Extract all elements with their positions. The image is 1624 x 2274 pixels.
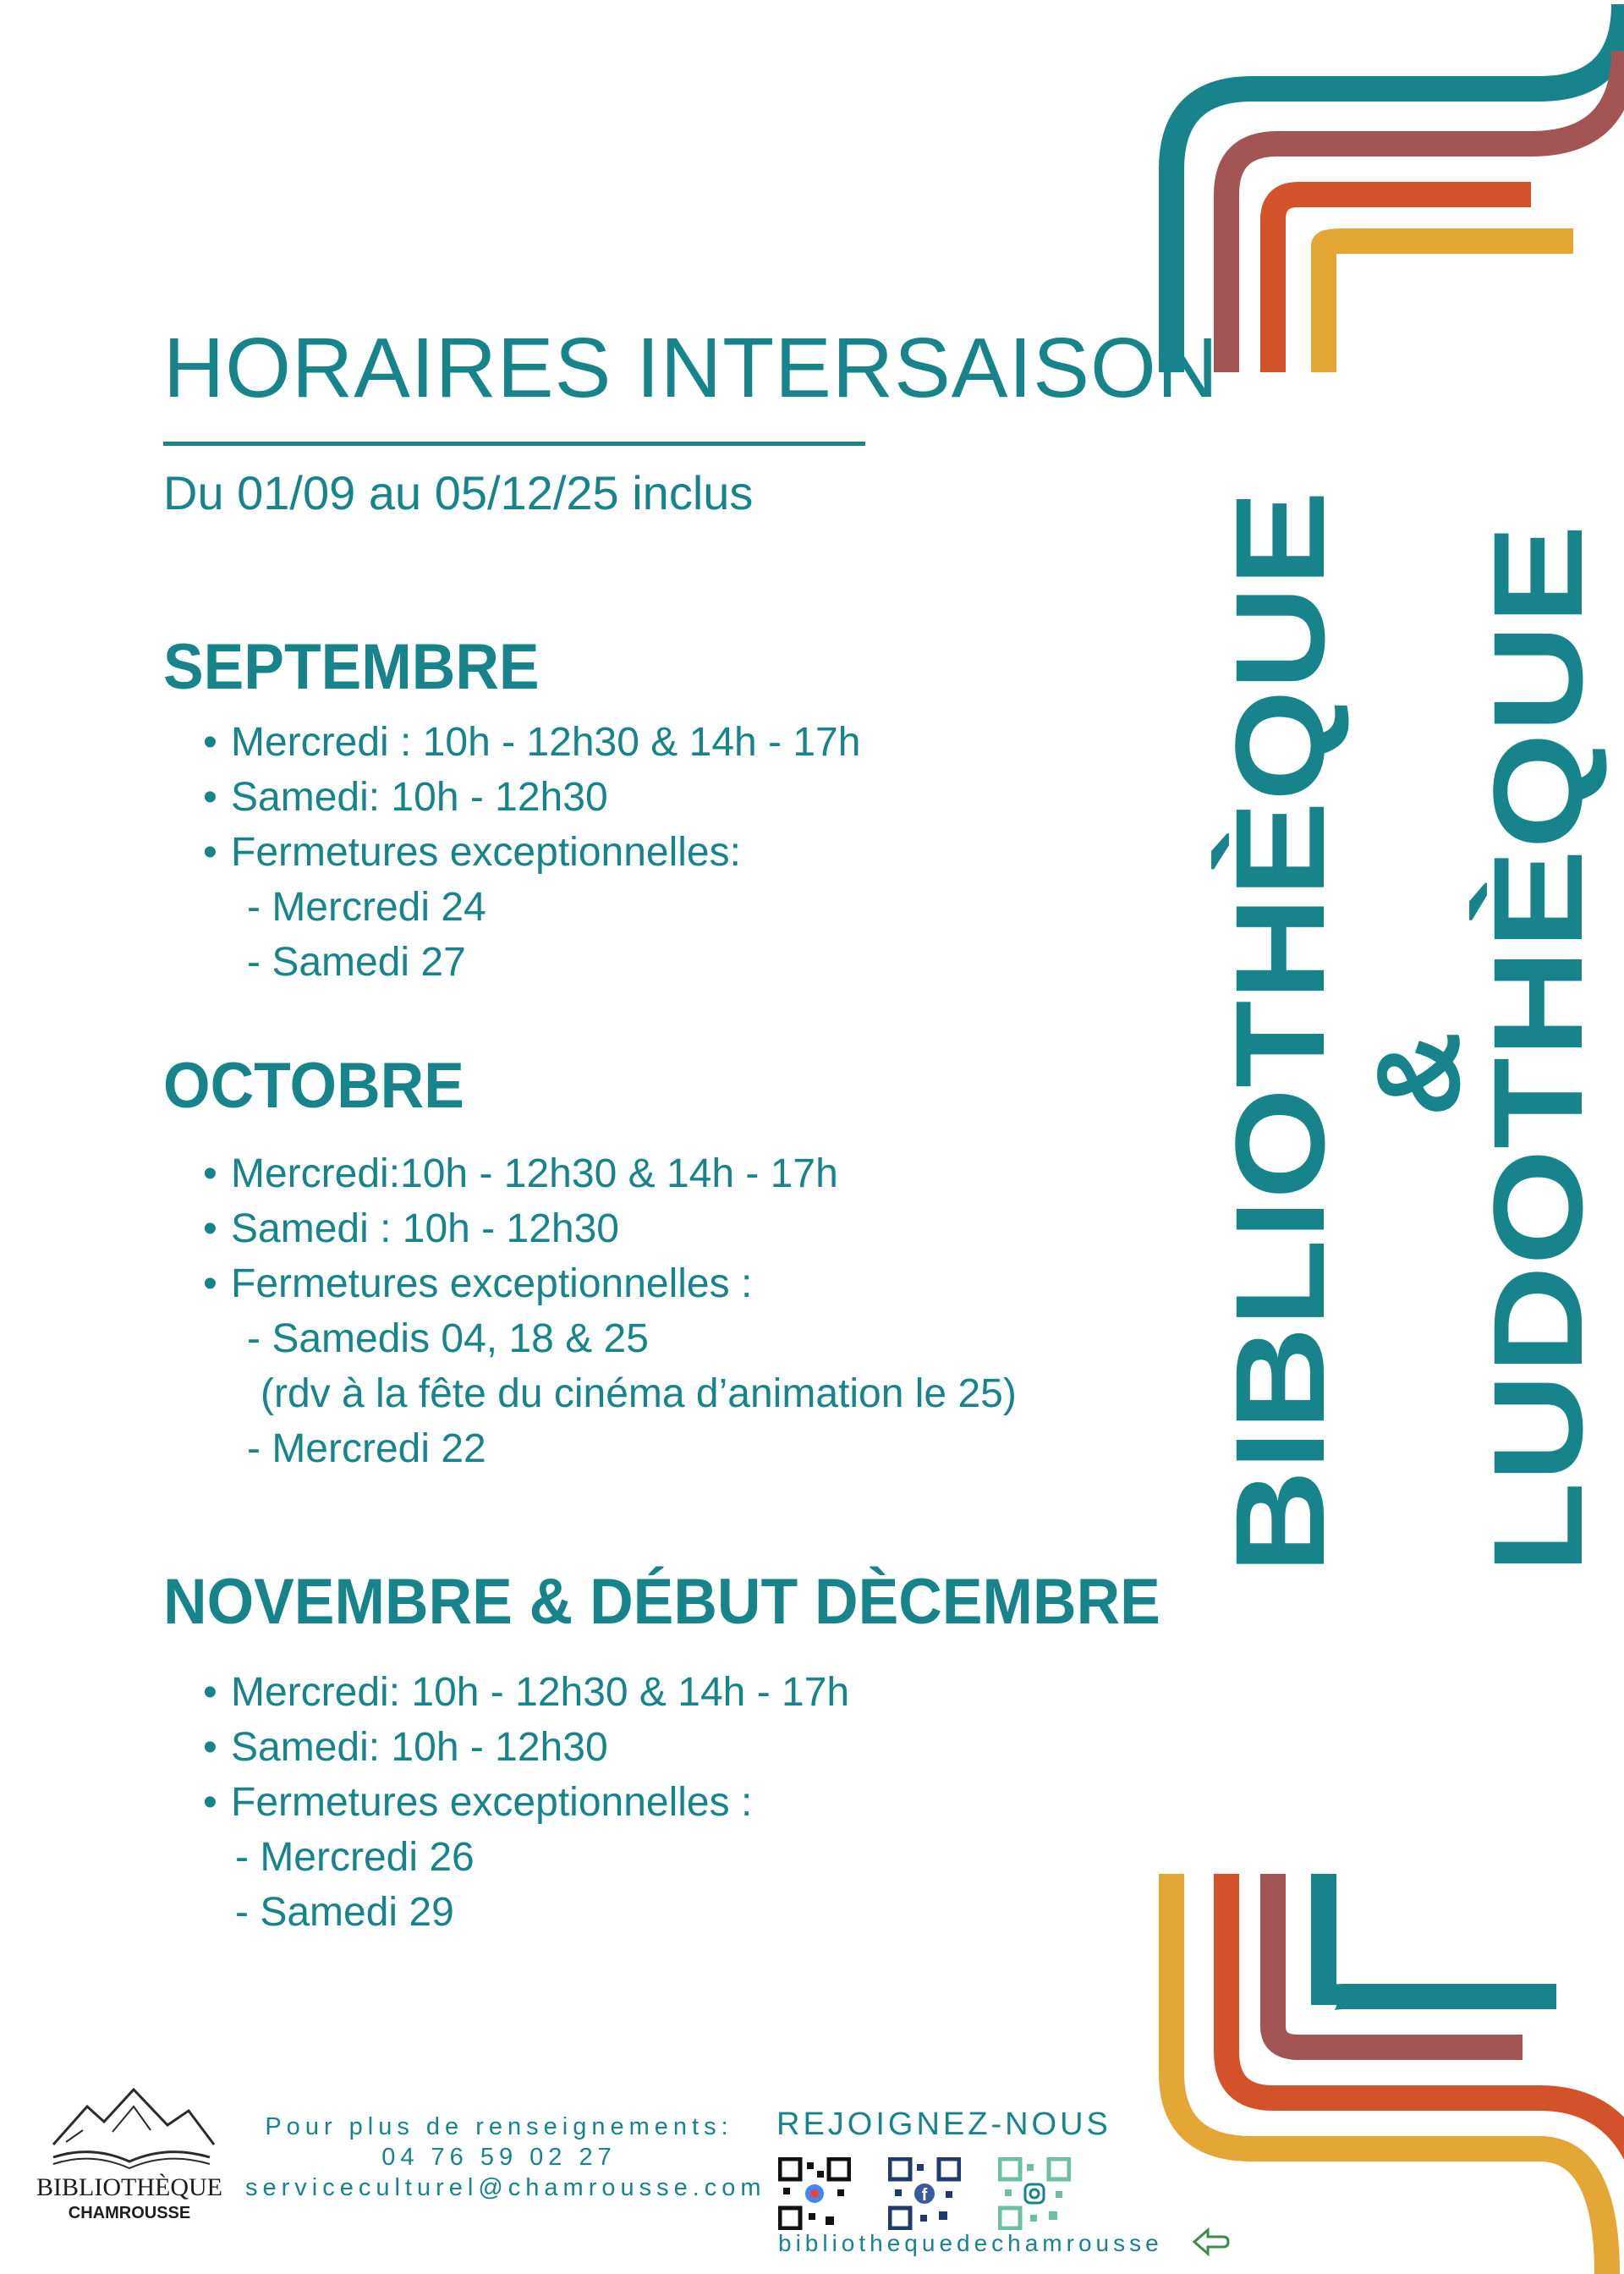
mountain-book-icon — [32, 2073, 227, 2242]
page-title: HORAIRES INTERSAISON — [163, 321, 1219, 415]
closure-item: - Mercredi 26 — [235, 1835, 475, 1880]
side-title-ludotheque: LUDOTHÈQUE — [1467, 685, 1609, 1574]
schedule-item: • Samedi : 10h - 12h30 — [203, 1201, 1017, 1256]
date-range: Du 01/09 au 05/12/25 inclus — [163, 466, 754, 519]
month-heading-september: SEPTEMBRE — [163, 631, 540, 703]
schedule-item: • Mercredi:10h - 12h30 & 14h - 17h — [203, 1146, 1017, 1201]
schedule-item: • Fermetures exceptionnelles: — [203, 825, 860, 880]
month-heading-november-december: NOVEMBRE & DÉBUT DÈCEMBRE — [163, 1566, 1160, 1638]
logo-text-chamrousse: CHAMROUSSE — [68, 2204, 191, 2222]
schedule-item: • Fermetures exceptionnelles : — [203, 1775, 849, 1830]
schedule-list-november-december — [203, 1665, 849, 1940]
schedule-item: • Fermetures exceptionnelles : — [203, 1256, 1017, 1311]
closure-note: (rdv à la fête du cinéma d’animation le 25) — [261, 1371, 1017, 1416]
closure-item: - Samedis 04, 18 & 25 — [247, 1316, 649, 1361]
side-title-bibliotheque: BIBLIOTHÈQUE — [1209, 614, 1351, 1574]
instagram-icon — [998, 2157, 1071, 2230]
phone-number[interactable]: 04 76 59 02 27 — [381, 2144, 617, 2171]
title-divider — [163, 442, 865, 446]
qr-code-facebook[interactable] — [888, 2157, 961, 2230]
month-heading-october: OCTOBRE — [163, 1050, 464, 1122]
info-label: Pour plus de renseignements: — [265, 2113, 733, 2140]
facebook-icon — [888, 2157, 961, 2230]
qr-code-google-maps[interactable] — [778, 2157, 851, 2230]
schedule-list-september — [203, 715, 860, 990]
schedule-item: • Mercredi : 10h - 12h30 & 14h - 17h — [203, 715, 860, 770]
cursor-hand-icon — [1191, 2222, 1230, 2260]
logo-text-bibliotheque: BIBLIOTHÈQUE — [36, 2173, 222, 2201]
closure-item: - Mercredi 24 — [247, 885, 486, 930]
schedule-item: • Mercredi: 10h - 12h30 & 14h - 17h — [203, 1665, 849, 1720]
schedule-item: • Samedi: 10h - 12h30 — [203, 770, 860, 825]
join-title: REJOIGNEZ-NOUS — [776, 2106, 1111, 2142]
schedule-item: • Samedi: 10h - 12h30 — [203, 1720, 849, 1775]
decorative-stripes-bottom — [1133, 1870, 1624, 2274]
contact-info — [245, 2112, 766, 2203]
schedule-list-october — [203, 1146, 1017, 1476]
side-title-ampersand: & — [1352, 1030, 1484, 1117]
closure-item: - Mercredi 22 — [247, 1426, 486, 1471]
closure-item: - Samedi 29 — [235, 1890, 454, 1935]
google-maps-icon — [778, 2157, 851, 2230]
library-logo — [32, 2073, 227, 2242]
qr-code-instagram[interactable] — [998, 2157, 1071, 2230]
social-handle[interactable]: bibliothequedechamrousse — [778, 2230, 1163, 2256]
email-link[interactable]: serviceculturel@chamrousse.com — [245, 2174, 766, 2201]
side-title — [1125, 491, 1624, 1590]
svg-text:f: f — [921, 2186, 928, 2205]
closure-item: - Samedi 27 — [247, 940, 466, 985]
